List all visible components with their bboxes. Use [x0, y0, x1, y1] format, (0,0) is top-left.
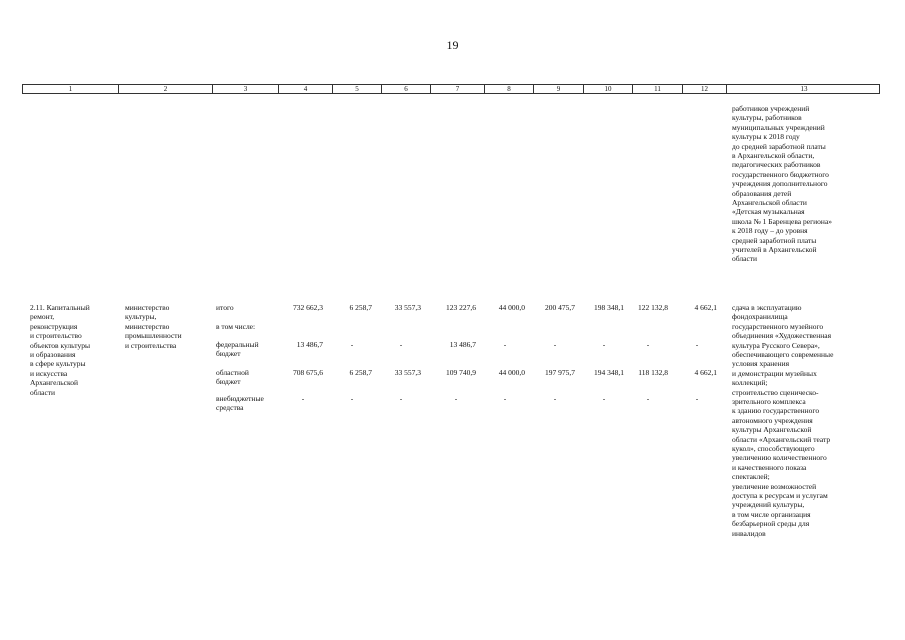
table-cell-value: 6 258,7	[349, 303, 372, 312]
table-cell-value: 122 132,8	[638, 303, 668, 312]
measure-text-line: реконструкция	[30, 321, 78, 331]
table-cell-value: -	[553, 340, 557, 349]
table-cell-value: -	[399, 340, 403, 349]
result-text-line: области «Архангельский театр	[732, 434, 831, 444]
continuation-text-line: учителей в Архангельской	[732, 245, 817, 254]
continuation-text-line: области	[732, 254, 758, 264]
column-header-12: 12	[683, 85, 727, 93]
funding-source-label: бюджет	[216, 377, 241, 387]
result-text-line: объединения «Художественная	[732, 331, 832, 341]
continuation-text-line: государственного бюджетного	[732, 169, 829, 179]
continuation-text-line: учреждения дополнительного	[732, 179, 828, 189]
column-header-9: 9	[534, 85, 584, 93]
table-cell-value: -	[695, 340, 699, 349]
measure-text-line: и искусства	[30, 368, 68, 378]
table-cell-value: 6 258,7	[349, 368, 372, 377]
table-cell-value: -	[350, 394, 354, 403]
column-header-7: 7	[431, 85, 485, 93]
table-cell-value: 13 486,7	[296, 340, 323, 349]
measure-text-line: ремонт,	[30, 312, 55, 322]
continuation-text-line: муниципальных учреждений	[732, 122, 825, 132]
continuation-text-line: Архангельской области	[732, 198, 807, 207]
table-cell-value: 33 557,3	[394, 368, 421, 377]
column-header-1: 1	[23, 85, 119, 93]
table-cell-value: -	[695, 394, 699, 403]
measure-text-line: 2.11. Капитальный	[30, 303, 90, 312]
continuation-text-line: школа № 1 Баренцева региона»	[732, 216, 833, 226]
table-cell-value: -	[646, 394, 650, 403]
continuation-text-line: педагогических работников	[732, 160, 821, 170]
continuation-text-line: средней заработной платы	[732, 235, 817, 245]
table-cell-value: -	[602, 340, 606, 349]
table-cell-value: -	[301, 394, 305, 403]
result-text-line: автономного учреждения	[732, 415, 813, 425]
table-cell-value: -	[503, 394, 507, 403]
measure-text-line: и образования	[30, 350, 76, 359]
table-cell-value: 198 348,1	[594, 303, 624, 312]
continuation-text-line: в Архангельской области,	[732, 151, 815, 160]
funding-source-label: средства	[216, 403, 244, 413]
result-text-line: кукол», способствующего	[732, 444, 815, 453]
executor-text-line: культуры,	[125, 312, 157, 322]
result-text-line: обеспечивающего современные	[732, 350, 834, 359]
funding-source-label: внебюджетные	[216, 394, 264, 403]
column-header-2: 2	[119, 85, 213, 93]
executor-text-line: и строительства	[125, 340, 177, 350]
table-cell-value: 44 000,0	[498, 303, 525, 312]
table-cell-value: 197 975,7	[545, 368, 575, 377]
executor-text-line: промышленности	[125, 331, 182, 341]
column-header-3: 3	[213, 85, 279, 93]
table-cell-value: 13 486,7	[449, 340, 476, 349]
result-text-line: инвалидов	[732, 528, 766, 538]
executor-text-line: министерство	[125, 321, 170, 331]
result-text-line: увеличению количественного	[732, 453, 827, 463]
continuation-text-line: культуры, работников	[732, 113, 802, 123]
page-number: 19	[446, 38, 459, 52]
funding-source-label: итого	[216, 303, 234, 312]
table-cell-value: 194 348,1	[594, 368, 624, 377]
table-cell-value: -	[399, 394, 403, 403]
table-cell-value: 118 132,8	[638, 368, 668, 377]
table-cell-value: 123 227,6	[446, 303, 476, 312]
column-header-13: 13	[800, 85, 808, 93]
table-cell-value: -	[553, 394, 557, 403]
continuation-text-line: «Детская музыкальная	[732, 207, 805, 217]
measure-text-line: и строительство	[30, 331, 82, 341]
result-text-line: и демонстрации музейных	[732, 368, 817, 378]
executor-text-line: министерство	[125, 303, 170, 312]
result-text-line: доступа к ресурсам и услугам	[732, 491, 828, 500]
result-text-line: культура Русского Севера»,	[732, 340, 820, 350]
continuation-text-line: культуры к 2018 году	[732, 132, 800, 142]
result-text-line: коллекций;	[732, 378, 768, 388]
column-header-8: 8	[485, 85, 534, 93]
result-text-line: условия хранения	[732, 359, 790, 369]
table-cell-value: -	[454, 394, 458, 403]
result-text-line: учреждений культуры,	[732, 500, 805, 510]
table-cell-value: -	[350, 340, 354, 349]
funding-source-label: бюджет	[216, 349, 241, 359]
result-text-line: зрительного комплекса	[732, 397, 806, 406]
column-header-6: 6	[382, 85, 431, 93]
measure-text-line: области	[30, 387, 56, 397]
table-cell-value: 200 475,7	[545, 303, 575, 312]
funding-source-label: федеральный	[216, 340, 259, 349]
measure-text-line: в сфере культуры	[30, 359, 86, 369]
column-header-5: 5	[333, 85, 382, 93]
result-text-line: государственного музейного	[732, 321, 824, 331]
table-cell-value: 708 675,6	[293, 368, 323, 377]
funding-source-label: в том числе:	[216, 322, 256, 331]
continuation-text-line: к 2018 году – до уровня	[732, 226, 808, 236]
measure-text-line: Архангельской	[30, 378, 78, 388]
table-cell-value: -	[646, 340, 650, 349]
result-text-line: к зданию государственного	[732, 406, 820, 416]
result-text-line: увеличение возможностей	[732, 481, 817, 491]
result-text-line: спектаклей;	[732, 472, 770, 482]
table-cell-value: -	[602, 394, 606, 403]
table-cell-value: 4 662,1	[694, 368, 717, 377]
column-header-4: 4	[279, 85, 333, 93]
result-text-line: строительство сценическо-	[732, 387, 819, 397]
table-cell-value: 4 662,1	[694, 303, 717, 312]
table-cell-value: -	[503, 340, 507, 349]
continuation-text-line: работников учреждений	[732, 104, 810, 113]
result-text-line: безбарьерной среды для	[732, 519, 810, 529]
table-cell-value: 732 662,3	[293, 303, 323, 312]
result-text-line: фондохранилища	[732, 312, 788, 322]
measure-text-line: объектов культуры	[30, 340, 91, 350]
result-text-line: и качественного показа	[732, 462, 807, 472]
continuation-text-line: до средней заработной платы	[732, 141, 826, 151]
continuation-text-line: образования детей	[732, 188, 792, 198]
column-header-10: 10	[584, 85, 633, 93]
result-text-line: культуры Архангельской	[732, 425, 812, 435]
table-cell-value: 44 000,0	[498, 368, 525, 377]
table-cell-value: 33 557,3	[394, 303, 421, 312]
result-text-line: сдача в эксплуатацию	[732, 303, 802, 312]
table-cell-value: 109 740,9	[446, 368, 476, 377]
column-header-row	[22, 84, 880, 94]
funding-source-label: областной	[216, 368, 249, 377]
result-text-line: в том числе организация	[732, 509, 811, 519]
column-header-11: 11	[633, 85, 683, 93]
